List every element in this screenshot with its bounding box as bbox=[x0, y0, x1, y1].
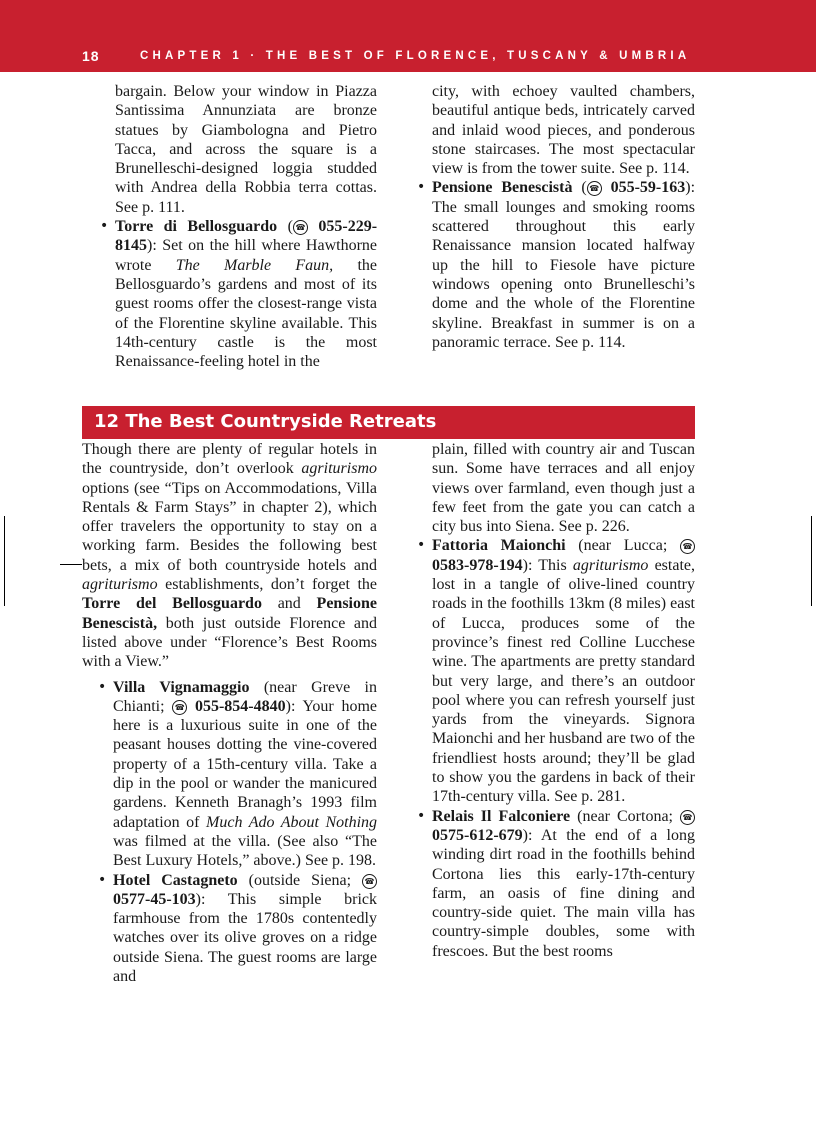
phone-icon bbox=[362, 874, 377, 889]
entry-name: Torre di Bellosguardo bbox=[115, 218, 278, 236]
entry-phone: 0583-978-194 bbox=[432, 556, 523, 574]
entry-phone: 055-59-163 bbox=[610, 179, 686, 197]
crop-mark-right bbox=[811, 516, 812, 606]
bullet-icon: • bbox=[417, 537, 426, 554]
phone-icon bbox=[293, 220, 308, 235]
hotel-name: Torre del Bellosguardo bbox=[82, 595, 262, 613]
entry-phone: 055-854-4840 bbox=[194, 697, 286, 715]
entry-name: Villa Vignamaggio bbox=[113, 678, 250, 696]
bullet-icon: • bbox=[98, 678, 107, 695]
entry-name: Hotel Castagneto bbox=[113, 871, 238, 889]
bottom-right-column bbox=[417, 440, 695, 961]
section-heading-band bbox=[82, 406, 695, 439]
bottom-left-column bbox=[82, 440, 377, 986]
top-right-column bbox=[417, 82, 696, 352]
phone-icon bbox=[680, 539, 695, 554]
entry-phone: 0575-612-679 bbox=[432, 826, 523, 844]
chapter-header-band bbox=[0, 0, 816, 72]
entry-name: Pensione Benescistà bbox=[432, 179, 573, 197]
italic-term: agriturismo bbox=[572, 556, 649, 574]
entry-text: ): Set on the hill where Hawthorne wrote bbox=[115, 237, 377, 274]
page-number: 18 bbox=[82, 48, 100, 64]
book-title: The Marble Faun, bbox=[175, 256, 334, 274]
crop-mark-left bbox=[4, 516, 5, 606]
italic-term: agriturismo bbox=[301, 460, 377, 478]
entry-name: Fattoria Maionchi bbox=[432, 537, 566, 555]
entry-hotel-castagneto: • Hotel Castagneto (outside Siena; ☎ 0577-45-103): This simple brick farmhouse from the 1780s contentedly watches over its olive groves on a ridge outside Siena. The guest rooms are large and bbox=[113, 871, 377, 987]
entry-relais-il-falconiere: • Relais Il Falconiere (near Cortona; ☎ 0575-612-679): At the end of a long winding dirt road in the foothills behind Cortona lies this early-17th-century farm, an oasis of fine dining and country-side quiet. The main villa has country-simple doubles, some with frescoes. But the best rooms bbox=[432, 807, 695, 961]
entry-name: Relais Il Falconiere bbox=[432, 807, 571, 825]
phone-icon bbox=[587, 181, 602, 196]
entry-fattoria-maionchi: • Fattoria Maionchi (near Lucca; ☎ 0583-978-194): This agriturismo estate, lost in a tangle of olive-lined country roads in the foothills 13km (8 miles) east of Lucca, produces some of the province’s finest red Colline Lucchese wine. The apartments are pretty standard but very large, and there’s an outdoor pool where you can refresh yourself just yards from the vineyards. Signora Maionchi and her husband are two of the friendliest hosts around; they’ll be glad to show you the gardens in back of their 17th-century villa. See p. 281. bbox=[432, 536, 695, 806]
running-head: CHAPTER 1 · THE BEST OF FLORENCE, TUSCANY & UMBRIA bbox=[140, 50, 691, 62]
italic-term: agriturismo bbox=[82, 576, 158, 594]
entry-text: the Bellosguardo’s gardens and most of its guest rooms offer the closest-range vista of the Florentine skyline available. This 14th-century castle is the most Renaissance-feeling hotel in the bbox=[115, 256, 378, 371]
entry-text: ): The small lounges and smoking rooms scattered throughout this early Renaissance mansion located halfway up the hill to Fiesole have picture windows opening onto Brunelleschi’s dome and the whole of the Florentine skyline. Breakfast in summer is on a panoramic terrace. See p. 114. bbox=[432, 179, 696, 351]
entry-torre-di-bellosguardo: • Torre di Bellosguardo (☎ 055-229-8145): Set on the hill where Hawthorne wrote The Marble Faun, the Bellosguardo’s gardens and most of its guest rooms offer the closest-range vista of the Florentine skyline available. This 14th-century castle is the most Renaissance-feeling hotel in the bbox=[115, 217, 377, 371]
intro-paragraph: Though there are plenty of regular hotels in the countryside, don’t overlook agriturismo options (see “Tips on Accommodations, Villa Rentals & Farm Stays” in chapter 2), which offer travelers the opportunity to stay on a working farm. Besides the following best bets, a mix of both countryside hotels and agriturismo establishments, don’t forget the Torre del Bellosguardo and Pensione Benescistà, both just outside Florence and listed above under “Florence’s Best Rooms with a View.” bbox=[82, 441, 377, 671]
section-heading: 12 The Best Countryside Retreats bbox=[94, 411, 437, 432]
film-title: Much Ado About Nothing bbox=[206, 813, 378, 831]
bullet-icon: • bbox=[417, 179, 426, 196]
entry-pensione-benescista: • Pensione Benescistà (☎ 055-59-163): The small lounges and smoking rooms scattered throughout this early Renaissance mansion located halfway up the hill to Fiesole have picture windows opening onto Brunelleschi’s dome and the whole of the Florentine skyline. Breakfast in summer is on a panoramic terrace. See p. 114. bbox=[432, 178, 695, 352]
bullet-icon: • bbox=[417, 807, 426, 824]
bullet-icon: • bbox=[100, 218, 109, 235]
entry-phone: 0577-45-103 bbox=[113, 890, 196, 908]
top-left-column bbox=[100, 82, 378, 371]
bottom-right-intro: plain, filled with country air and Tuscan sun. Some have terraces and all enjoy views over farmland, even though just a few feet from the gate you can catch a city bus into Siena. See p. 226. bbox=[432, 441, 695, 536]
top-right-intro: city, with echoey vaulted chambers, beautiful antique beds, intricately carved and inlaid wood pieces, and ponderous stone staircases. The most spectacular view is from the tower suite. See p. 114. bbox=[432, 83, 695, 178]
bullet-icon: • bbox=[98, 871, 107, 888]
entry-phone: 055-229-8145 bbox=[115, 218, 378, 255]
phone-icon bbox=[172, 700, 187, 715]
phone-icon bbox=[680, 810, 695, 825]
entry-villa-vignamaggio: • Villa Vignamaggio (near Greve in Chianti; ☎ 055-854-4840): Your home here is a luxurious suite in one of the peasant houses dotting the vine-covered property of a 15th-century villa. Take a dip in the pool or wander the manicured gardens. Kenneth Branagh’s 1993 film adaptation of Much Ado About Nothing was filmed at the villa. (See also “The Best Luxury Hotels,” above.) See p. 198. bbox=[113, 678, 377, 871]
crop-mark-tick bbox=[60, 564, 82, 565]
top-left-intro: bargain. Below your window in Piazza Santissima Annunziata are bronze statues by Giambologna and Pietro Tacca, and across the square is a Brunelleschi-designed loggia studded with Andrea della Robbia terra cottas. See p. 111. bbox=[115, 83, 377, 216]
hotel-name: Pensione Benescistà, bbox=[82, 595, 377, 632]
